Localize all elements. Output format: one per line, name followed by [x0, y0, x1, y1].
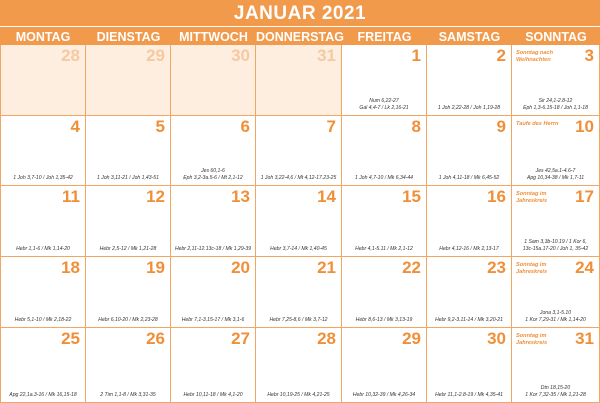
day-number: 3 [584, 46, 594, 65]
reading-line: 1 Kor 7,29-31 / Mk 1,14-20 [525, 317, 586, 323]
reading-line: Hebr 9,2-3.11-14 / Mk 3,20-21 [435, 317, 503, 323]
day-number: 11 [62, 187, 80, 206]
feast-note-line: Jahreskreis [516, 340, 548, 346]
day-cell [342, 328, 427, 403]
day-number: 21 [317, 258, 336, 277]
reading-line: Jes 60,1-6 [201, 168, 225, 174]
reading-line: Eph 1,3-6.15-18 / Joh 1,1-18 [523, 105, 588, 111]
day-readings [172, 168, 254, 182]
reading-line: Hebr 2,11-12.13c-18 / Mk 1,29-39 [174, 246, 252, 252]
day-readings [257, 175, 340, 182]
reading-line: Hebr 11,1-2.8-19 / Mk 4,35-41 [435, 392, 503, 398]
day-cell [86, 186, 171, 257]
weekday-label: MONTAG [15, 30, 71, 44]
day-number: 26 [146, 329, 165, 348]
feast-note-line: Sonntag im [516, 191, 547, 197]
day-number: 27 [231, 329, 250, 348]
day-readings [2, 317, 84, 324]
reading-line: Hebr 10,19-25 / Mk 4,21-25 [267, 392, 330, 398]
day-number: 6 [240, 117, 250, 136]
reading-line: Hebr 8,6-13 / Mk 3,13-19 [355, 317, 413, 323]
feast-note-line: Jahreskreis [516, 198, 548, 204]
reading-line: 1 Joh 4,7-10 / Mk 6,34-44 [354, 175, 414, 181]
day-number: 22 [402, 258, 421, 277]
reading-line: Eph 3,2-3a.5-6 / Mt 2,1-12 [183, 175, 243, 181]
day-number: 16 [487, 187, 506, 206]
day-number: 23 [487, 258, 506, 277]
day-cell [171, 257, 256, 328]
day-number: 13 [231, 187, 250, 206]
day-cell [512, 257, 600, 328]
reading-line: 1 Sam 3,3b-10.19 / 1 Kor 6, [524, 239, 587, 245]
day-cell [0, 186, 86, 257]
day-readings [87, 246, 169, 253]
day-number: 14 [317, 187, 336, 206]
weekday-label: MITTWOCH [179, 30, 248, 44]
day-cell [86, 257, 171, 328]
month-title: JANUAR 2021 [0, 0, 600, 26]
reading-line: Apg 22,1a.3-16 / Mk 16,15-18 [9, 392, 77, 398]
reading-line: Jes 42,5a.1-4.6-7 [535, 168, 576, 174]
weekday-label: FREITAG [357, 30, 412, 44]
reading-line: Hebr 3,7-14 / Mk 1,40-45 [270, 246, 327, 252]
feast-note-line: Sonntag nach [516, 50, 553, 56]
day-readings [172, 246, 254, 253]
day-cell [0, 45, 86, 116]
reading-line: Hebr 2,5-12 / Mk 1,21-28 [99, 246, 157, 252]
day-number: 4 [70, 117, 80, 136]
reading-line: 2 Tim 1,1-8 / Mk 3,31-35 [100, 392, 156, 398]
reading-line: Hebr 4,1-5.11 / Mk 2,1-12 [355, 246, 413, 252]
day-readings [343, 246, 425, 253]
day-readings [513, 385, 598, 399]
reading-line: Hebr 5,1-10 / Mk 2,18-22 [14, 317, 72, 323]
reading-line: 1 Joh 4,11-18 / Mk 6,45-52 [438, 175, 500, 181]
day-readings [428, 246, 510, 253]
day-cell [512, 328, 600, 403]
day-number: 25 [61, 329, 80, 348]
reading-line: Num 6,22-27 [369, 98, 399, 104]
day-number: 18 [61, 258, 80, 277]
reading-line: Hebr 6,10-20 / Mk 2,23-28 [98, 317, 158, 323]
day-readings [428, 105, 510, 112]
day-number: 17 [575, 187, 594, 206]
day-number: 20 [231, 258, 250, 277]
day-number: 30 [231, 46, 250, 65]
day-cell [427, 186, 512, 257]
reading-line: 1 Kor 7,32-35 / Mk 1,21-28 [525, 392, 586, 398]
day-number: 10 [575, 117, 594, 136]
day-readings [513, 98, 598, 112]
day-readings [257, 246, 340, 253]
day-feast-note [516, 191, 547, 205]
weekday-label: DIENSTAG [96, 30, 161, 44]
day-number: 28 [317, 329, 336, 348]
reading-line: Dtn 18,15-20 [540, 385, 571, 391]
day-readings [428, 317, 510, 324]
day-readings [343, 392, 425, 399]
day-readings [2, 246, 84, 253]
day-cell [427, 328, 512, 403]
reading-line: Hebr 4,12-16 / Mk 2,13-17 [439, 246, 499, 252]
feast-note-line: Sonntag im [516, 262, 547, 268]
reading-line: Hebr 10,32-39 / Mk 4,26-34 [352, 392, 416, 398]
day-cell [256, 257, 342, 328]
day-readings [172, 392, 254, 399]
day-readings [343, 175, 425, 182]
reading-line: Jona 3,1-5.10 [539, 310, 572, 316]
day-cell [171, 45, 256, 116]
day-cell [0, 257, 86, 328]
day-readings [428, 175, 510, 182]
day-readings [257, 317, 340, 324]
day-readings [2, 392, 84, 399]
day-number: 2 [496, 46, 506, 65]
day-cell [256, 116, 342, 186]
day-number: 8 [411, 117, 421, 136]
day-cell [171, 186, 256, 257]
day-cell [256, 186, 342, 257]
day-number: 24 [575, 258, 594, 277]
day-cell [256, 45, 342, 116]
day-readings [343, 98, 425, 112]
day-cell [342, 116, 427, 186]
weekday-label: SONNTAG [525, 30, 587, 44]
day-cell [256, 328, 342, 403]
day-readings [87, 175, 169, 182]
day-readings [513, 310, 598, 324]
reading-line: Gal 4,4-7 / Lk 2,16-21 [359, 105, 409, 111]
day-cell [427, 116, 512, 186]
feast-note-line: Taufe des Herrn [516, 121, 559, 127]
day-number: 12 [146, 187, 165, 206]
day-cell [512, 45, 600, 116]
day-cell [512, 116, 600, 186]
day-cell [512, 186, 600, 257]
day-cell [0, 116, 86, 186]
day-cell [342, 186, 427, 257]
weekday-label: SAMSTAG [438, 30, 501, 44]
day-readings [87, 317, 169, 324]
day-number: 7 [326, 117, 336, 136]
day-feast-note [516, 262, 547, 276]
day-feast-note [516, 50, 553, 64]
day-number: 9 [496, 117, 506, 136]
day-readings [2, 175, 84, 182]
weekday-header [0, 26, 600, 45]
reading-line: Hebr 7,25-8,6 / Mk 3,7-12 [269, 317, 328, 323]
day-cell [427, 45, 512, 116]
day-number: 31 [575, 329, 594, 348]
day-cell [427, 257, 512, 328]
reading-line: 1 Joh 3,11-21 / Joh 1,43-51 [97, 175, 159, 181]
day-readings [428, 392, 510, 399]
day-number: 28 [61, 46, 80, 65]
day-cell [86, 116, 171, 186]
day-number: 29 [402, 329, 421, 348]
day-number: 30 [487, 329, 506, 348]
day-readings [513, 239, 598, 253]
reading-line: Hebr 7,1-3.15-17 / Mk 3,1-6 [181, 317, 245, 323]
reading-line: Hebr 1,1-6 / Mk 1,14-20 [16, 246, 70, 252]
day-readings [172, 317, 254, 324]
reading-line: Hebr 10,11-18 / Mk 4,1-20 [183, 392, 243, 398]
day-readings [257, 392, 340, 399]
reading-line: 13c-15a.17-20 / Joh 1, 35-42 [522, 246, 589, 252]
feast-note-line: Jahreskreis [516, 269, 548, 275]
day-cell [171, 116, 256, 186]
day-readings [87, 392, 169, 399]
day-number: 31 [317, 46, 336, 65]
day-number: 1 [411, 46, 421, 65]
day-cell [342, 257, 427, 328]
reading-line: Apg 10,34-38 / Mk 1,7-11 [526, 175, 585, 181]
reading-line: Sir 24,1-2.8-12 [538, 98, 573, 104]
day-cell [86, 328, 171, 403]
day-cell [342, 45, 427, 116]
feast-note-line: Weihnachten [516, 57, 551, 63]
day-cell [0, 328, 86, 403]
day-feast-note [516, 333, 547, 347]
reading-line: 1 Joh 2,22-28 / Joh 1,19-28 [437, 105, 501, 111]
weekday-label: DONNERSTAG [256, 30, 344, 44]
reading-line: 1 Joh 3,7-10 / Joh 1,35-42 [13, 175, 73, 181]
reading-line: 1 Joh 3,22-4,6 / Mt 4,12-17.23-25 [260, 175, 337, 181]
day-cell [86, 45, 171, 116]
day-number: 29 [146, 46, 165, 65]
day-readings [343, 317, 425, 324]
day-grid [0, 45, 600, 403]
day-number: 15 [402, 187, 421, 206]
feast-note-line: Sonntag im [516, 333, 547, 339]
day-cell [171, 328, 256, 403]
day-number: 5 [155, 117, 165, 136]
day-number: 19 [146, 258, 165, 277]
day-readings [513, 168, 598, 182]
day-feast-note [516, 121, 558, 128]
